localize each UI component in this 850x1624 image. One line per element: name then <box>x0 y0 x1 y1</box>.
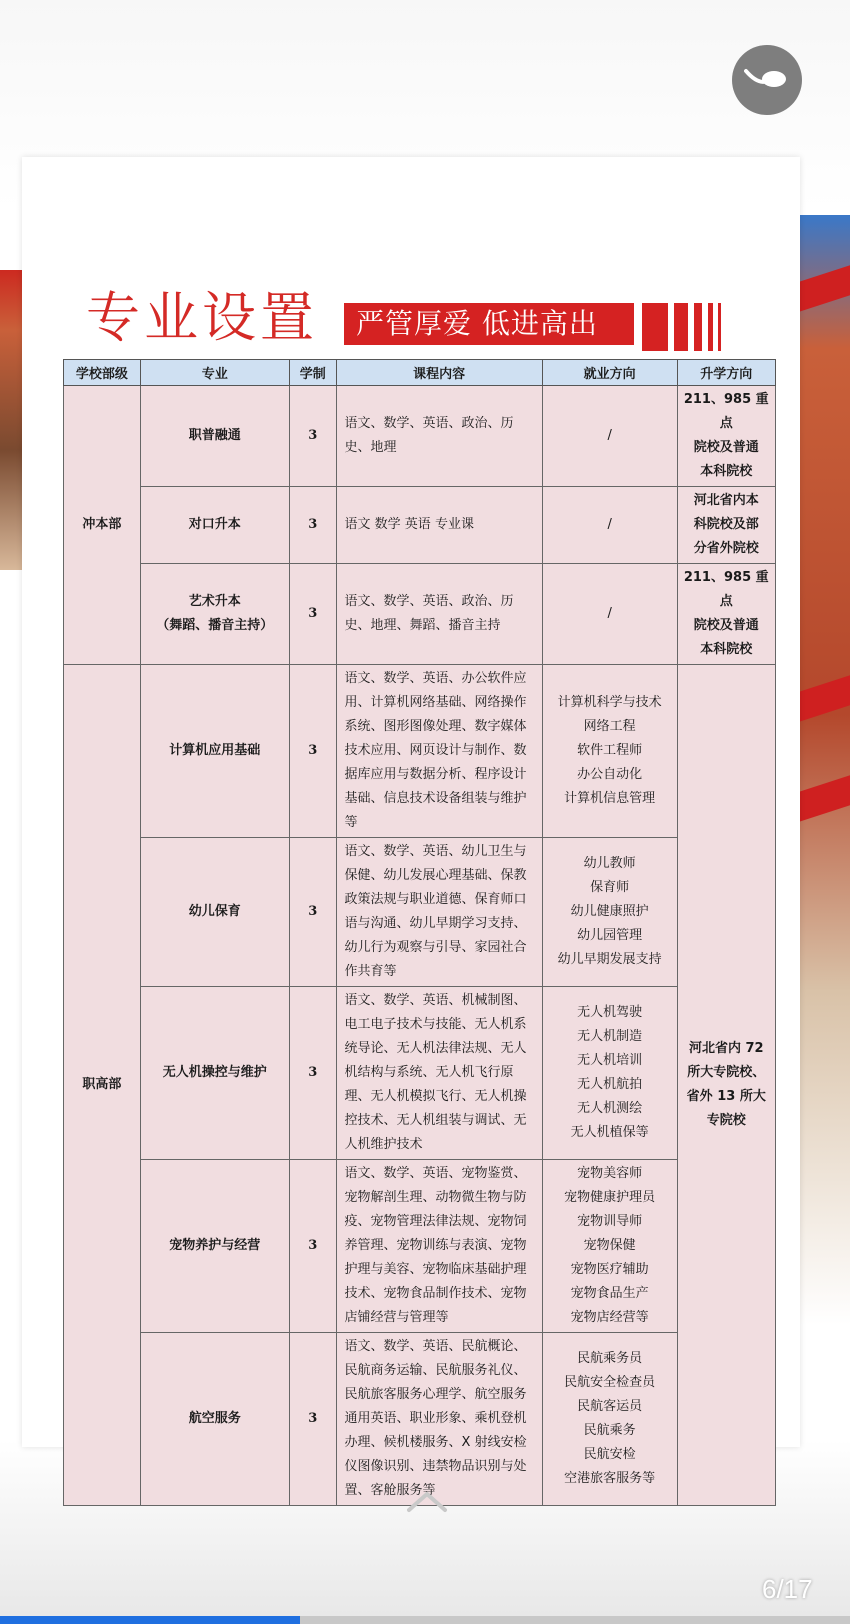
jobs-cell: 宠物美容师 宠物健康护理员 宠物训导师 宠物保健 宠物医疗辅助 宠物食品生产 宠物店经营等 <box>542 1160 677 1333</box>
header-cell: 学制 <box>289 360 336 386</box>
header-cell: 就业方向 <box>542 360 677 386</box>
major-cell: 航空服务 <box>140 1333 289 1506</box>
years-cell: 3 <box>289 487 336 564</box>
table-row <box>64 665 776 838</box>
years-cell: 3 <box>289 564 336 665</box>
page-progress-bar <box>0 1616 850 1624</box>
poster-slogan: 严管厚爱 低进高出 <box>344 303 634 345</box>
dept-cell: 职高部 <box>64 665 141 1506</box>
advancement-cell: 河北省内 72 所大专院校、 省外 13 所大 专院校 <box>677 665 776 1506</box>
table-row <box>64 386 776 487</box>
courses-cell: 语文、数学、英语、机械制图、电工电子技术与技能、无人机系统导论、无人机法律法规、无人机结构与系统、无人机飞行原理、无人机模拟飞行、无人机操控技术、无人机组装与调试、无人机维护技术 <box>336 987 542 1160</box>
advancement-cell: 211、985 重点 院校及普通 本科院校 <box>677 564 776 665</box>
years-cell: 3 <box>289 1160 336 1333</box>
courses-cell: 语文 数学 英语 专业课 <box>336 487 542 564</box>
major-cell: 幼儿保育 <box>140 838 289 987</box>
major-cell: 宠物养护与经营 <box>140 1160 289 1333</box>
page-counter: 6/17 <box>762 1574 813 1604</box>
table-row <box>64 838 776 987</box>
courses-cell: 语文、数学、英语、政治、历史、地理 <box>336 386 542 487</box>
years-cell: 3 <box>289 1333 336 1506</box>
avatar-button[interactable] <box>732 45 802 115</box>
table-row <box>64 564 776 665</box>
years-cell: 3 <box>289 838 336 987</box>
courses-cell: 语文、数学、英语、幼儿卫生与保健、幼儿发展心理基础、保教政策法规与职业道德、保育师口语与沟通、幼儿早期学习支持、幼儿行为观察与引导、家园社合作共育等 <box>336 838 542 987</box>
jobs-cell: / <box>542 564 677 665</box>
table-row <box>64 987 776 1160</box>
years-cell: 3 <box>289 386 336 487</box>
slogan-decoration <box>642 303 742 351</box>
jobs-cell: 无人机驾驶 无人机制造 无人机培训 无人机航拍 无人机测绘 无人机植保等 <box>542 987 677 1160</box>
page-progress-fill <box>0 1616 300 1624</box>
major-cell: 计算机应用基础 <box>140 665 289 838</box>
table-row <box>64 487 776 564</box>
header-cell: 课程内容 <box>336 360 542 386</box>
years-cell: 3 <box>289 987 336 1160</box>
jobs-cell: 幼儿教师 保育师 幼儿健康照护 幼儿园管理 幼儿早期发展支持 <box>542 838 677 987</box>
header-cell: 专业 <box>140 360 289 386</box>
courses-cell: 语文、数学、英语、办公软件应用、计算机网络基础、网络操作系统、图形图像处理、数字媒体技术应用、网页设计与制作、数据库应用与数据分析、程序设计基础、信息技术设备组装与维护等 <box>336 665 542 838</box>
table-header-row <box>64 360 776 386</box>
major-cell: 职普融通 <box>140 386 289 487</box>
background-photo-left <box>0 270 22 570</box>
major-cell: 对口升本 <box>140 487 289 564</box>
jobs-cell: 民航乘务员 民航安全检查员 民航客运员 民航乘务 民航安检 空港旅客服务等 <box>542 1333 677 1506</box>
jobs-cell: / <box>542 386 677 487</box>
advancement-cell: 211、985 重点 院校及普通 本科院校 <box>677 386 776 487</box>
curriculum-table <box>63 359 776 1506</box>
dept-cell: 冲本部 <box>64 386 141 665</box>
jobs-cell: / <box>542 487 677 564</box>
jobs-cell: 计算机科学与技术 网络工程 软件工程师 办公自动化 计算机信息管理 <box>542 665 677 838</box>
courses-cell: 语文、数学、英语、民航概论、民航商务运输、民航服务礼仪、民航旅客服务心理学、航空服务通用英语、职业形象、乘机登机办理、候机楼服务、X 射线安检仪图像识别、违禁物品识别与处置、客舱服务等 <box>336 1333 542 1506</box>
years-cell: 3 <box>289 665 336 838</box>
courses-cell: 语文、数学、英语、政治、历史、地理、舞蹈、播音主持 <box>336 564 542 665</box>
header-cell: 学校部级 <box>64 360 141 386</box>
advancement-cell: 河北省内本 科院校及部 分省外院校 <box>677 487 776 564</box>
header-cell: 升学方向 <box>677 360 776 386</box>
major-cell: 艺术升本 （舞蹈、播音主持） <box>140 564 289 665</box>
table-row <box>64 1333 776 1506</box>
poster-card <box>22 157 800 1498</box>
table-row <box>64 1160 776 1333</box>
swipe-up-indicator-icon[interactable] <box>405 1488 449 1516</box>
poster-title: 专业设置 <box>86 286 318 349</box>
major-cell: 无人机操控与维护 <box>140 987 289 1160</box>
courses-cell: 语文、数学、英语、宠物鉴赏、宠物解剖生理、动物微生物与防疫、宠物管理法律法规、宠物饲养管理、宠物训练与表演、宠物护理与美容、宠物临床基础护理技术、宠物食品制作技术、宠物店铺经营与管理等 <box>336 1160 542 1333</box>
spoon-logo-icon <box>744 65 790 95</box>
